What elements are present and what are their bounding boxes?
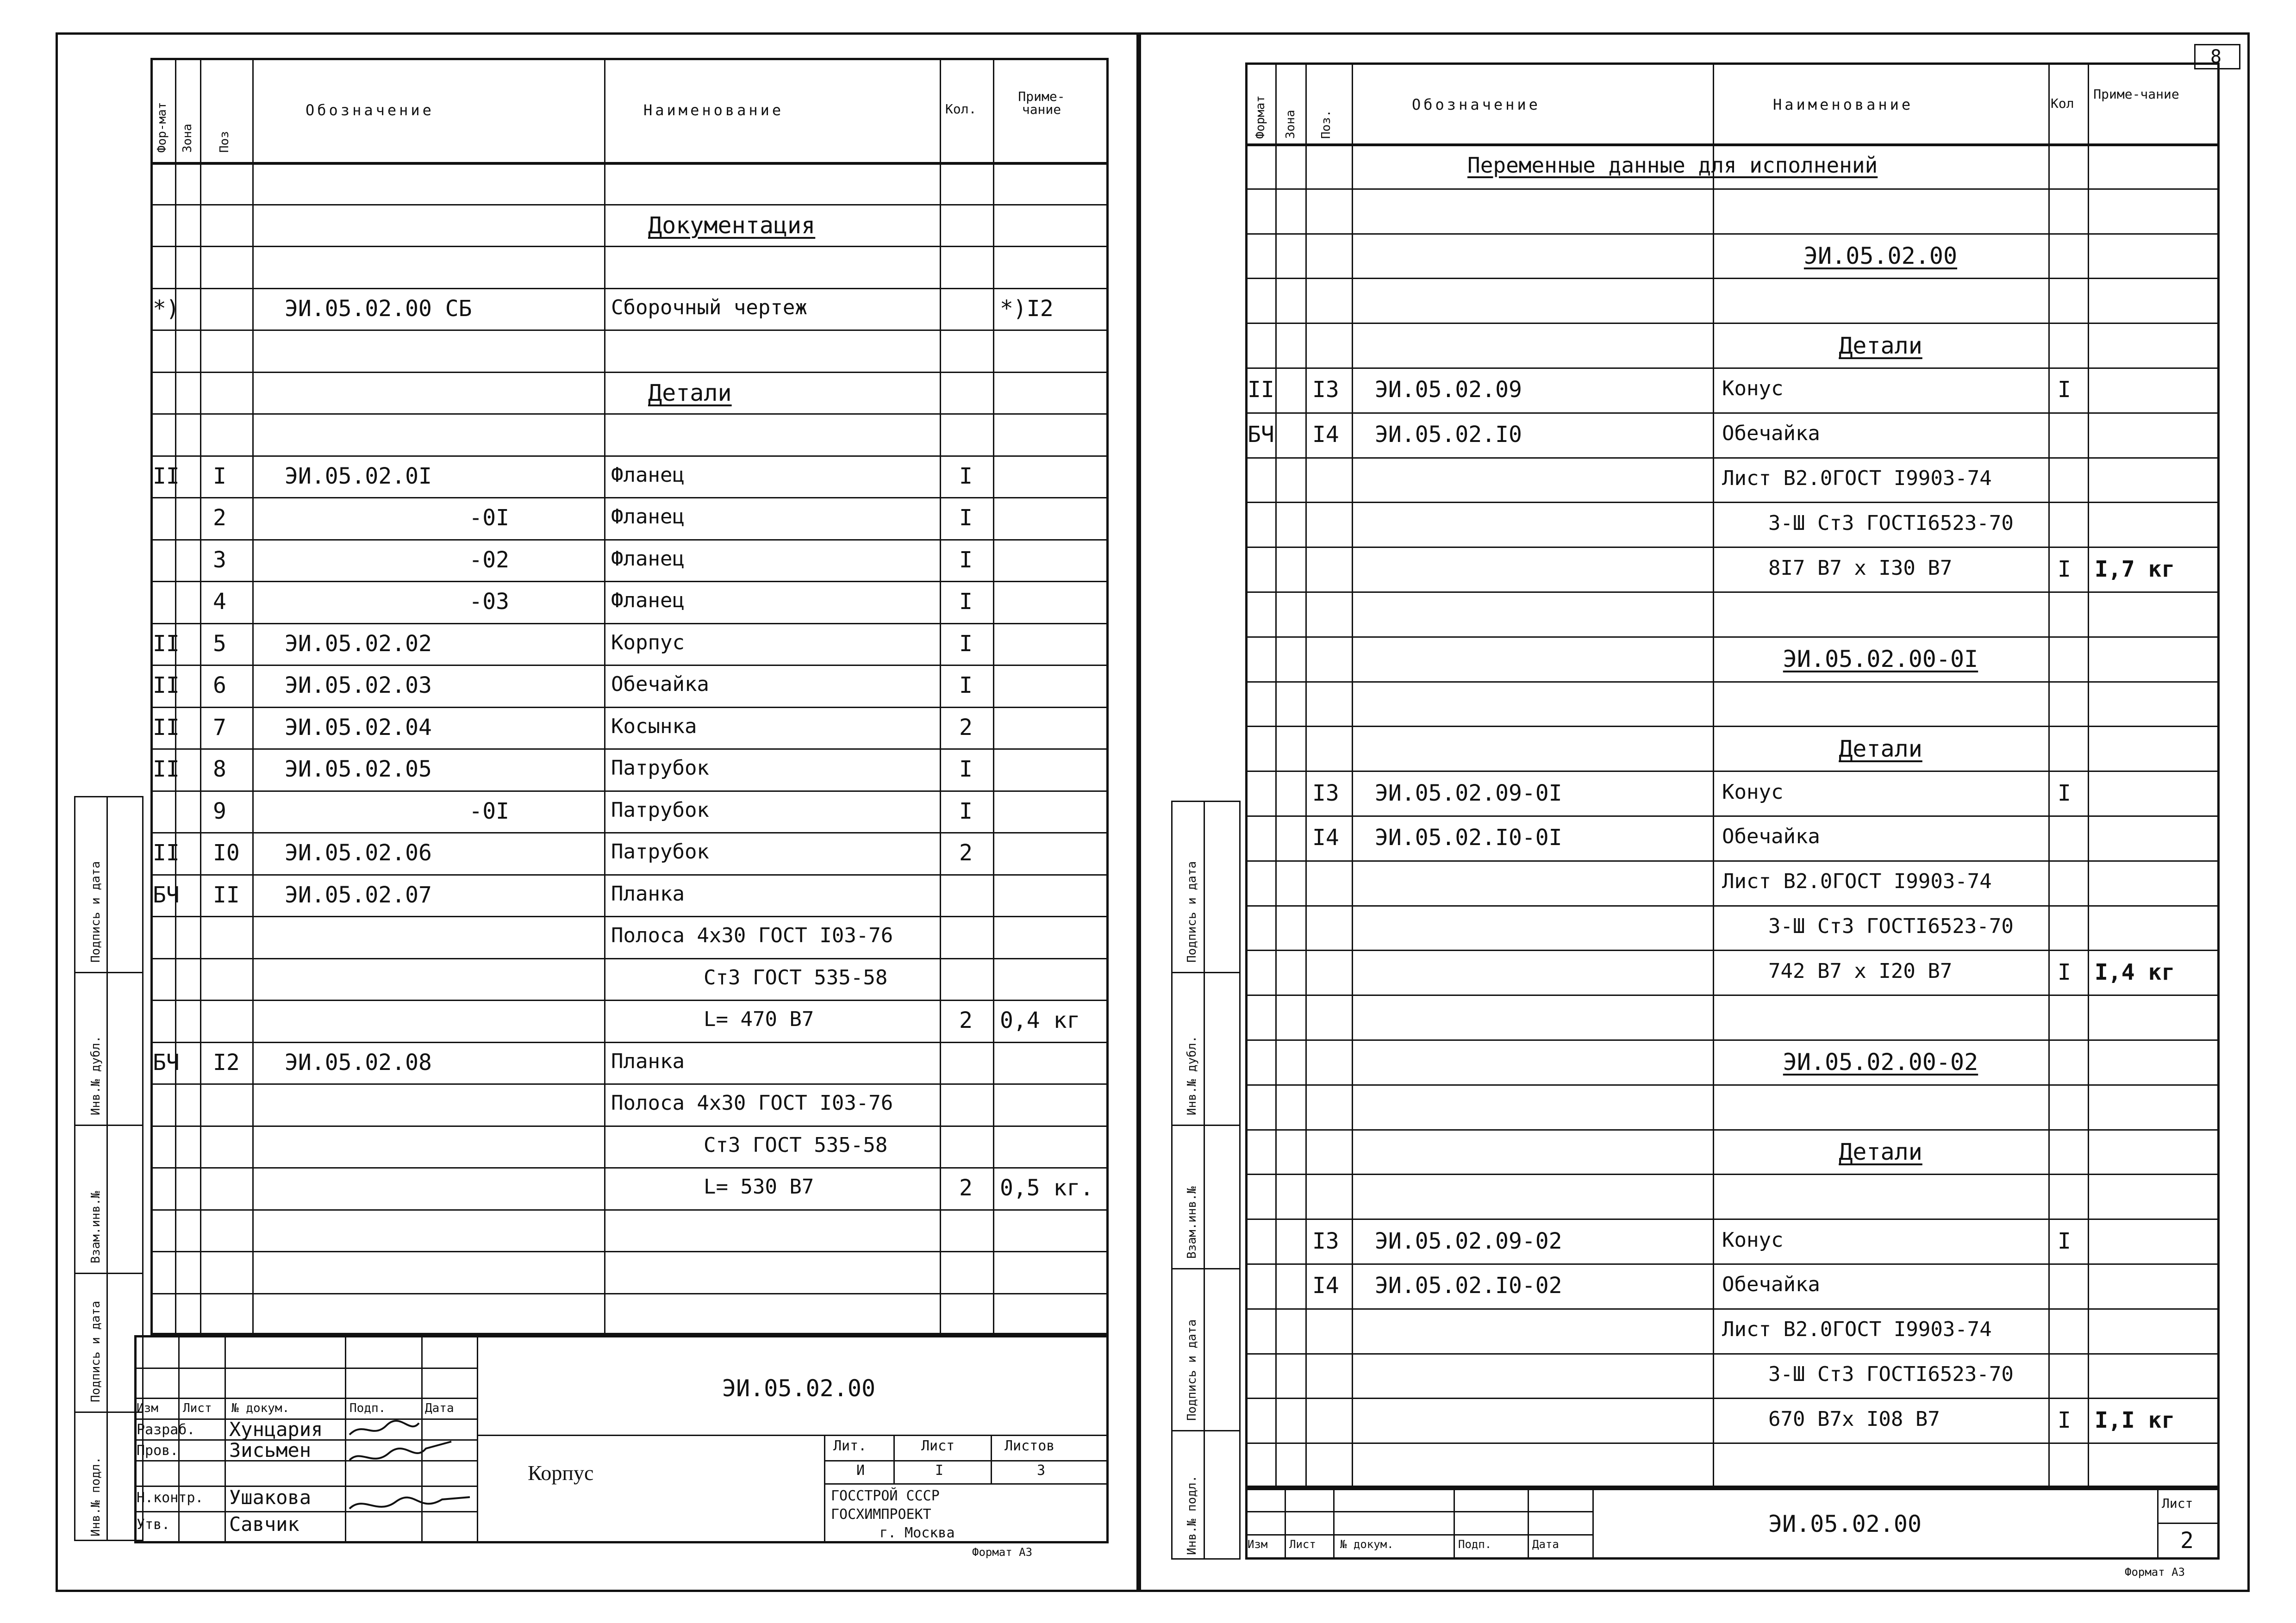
row-rule (150, 874, 1109, 876)
row-name: Планка (611, 1050, 685, 1073)
row-designation: -0I (469, 798, 509, 824)
row-rule (150, 832, 1109, 833)
row-designation: -0I (469, 505, 509, 531)
row-pos: I4 (1312, 1273, 1339, 1299)
row-rule (1245, 1219, 2220, 1220)
row-qty: I (2058, 1228, 2071, 1254)
row-qty: I (959, 672, 973, 698)
row-note: *)I2 (1000, 296, 1054, 322)
row-format: II (153, 631, 180, 657)
row-name: Фланец (611, 505, 685, 529)
r-side-label-replace: Взам.инв.№ (1185, 1186, 1199, 1259)
row-name: L= 530 В7 (704, 1175, 814, 1199)
row-rule (150, 707, 1109, 708)
row-name: Детали (648, 379, 732, 406)
row-designation: ЭИ.05.02.08 (285, 1050, 432, 1076)
row-note: I,7 кг (2095, 556, 2175, 582)
row-rule (1245, 412, 2220, 414)
row-name: Обечайка (1722, 825, 1820, 848)
row-rule (1245, 1263, 2220, 1265)
row-pos: I3 (1312, 1228, 1339, 1254)
row-rule (150, 958, 1109, 959)
tb-doc-name: Корпус (528, 1461, 594, 1485)
row-qty: 2 (959, 840, 973, 866)
row-rule (1245, 1353, 2220, 1355)
row-rule (150, 246, 1109, 247)
right-side-stamp (1171, 801, 1241, 1560)
row-name: 3-Ш Ст3 ГОСТI6523-70 (1768, 1362, 2014, 1386)
row-rule (150, 330, 1109, 331)
row-rule (1245, 1174, 2220, 1175)
row-designation: ЭИ.05.02.06 (285, 840, 432, 866)
r-tb-format: Формат А3 (2125, 1566, 2185, 1579)
row-pos: 2 (213, 505, 226, 531)
row-name: Патрубок (611, 798, 709, 822)
r-header-zone: Зона (1284, 110, 1298, 139)
row-rule (1245, 1084, 2220, 1086)
row-format: БЧ (153, 882, 180, 908)
row-rule (150, 1083, 1109, 1085)
row-rule (150, 1293, 1109, 1294)
row-name: Сборочный чертеж (611, 296, 807, 319)
row-rule (150, 581, 1109, 582)
r-tb-sheet-value: 2 (2180, 1528, 2194, 1554)
row-name: Полоса 4х30 ГОСТ I03-76 (611, 1091, 893, 1115)
r-header-pos: Поз. (1319, 110, 1333, 139)
row-rule (150, 539, 1109, 541)
row-pos: 4 (213, 589, 226, 615)
row-format: II (153, 840, 180, 866)
row-span-title: Переменные данные для исполнений (1467, 153, 1878, 178)
tb-role-nctrl: Н.контр. (137, 1490, 204, 1506)
row-name: Обечайка (611, 672, 709, 696)
row-name: Лист В2.0ГОСТ I9903-74 (1722, 870, 1992, 893)
row-pos: 7 (213, 715, 226, 740)
row-name: Обечайка (1722, 422, 1820, 445)
row-name: 742 В7 х I20 В7 (1768, 959, 1953, 983)
row-rule (150, 1000, 1109, 1001)
tb-sheets-label: Листов (1004, 1438, 1055, 1454)
row-rule (1245, 502, 2220, 503)
tb-person-approve: Савчик (229, 1513, 299, 1536)
side-label-dup: Инв.№ дубл. (89, 1035, 103, 1115)
tb-role-approve: Утв. (137, 1517, 170, 1533)
row-pos: I0 (213, 840, 240, 866)
header-pos: Поз (218, 131, 231, 153)
row-qty: I (2058, 377, 2071, 403)
row-name: Фланец (611, 463, 685, 487)
row-qty: 2 (959, 1175, 973, 1201)
tb-org-2: ГОСХИМПРОЕКТ (831, 1506, 931, 1523)
row-note: 0,5 кг. (1000, 1175, 1094, 1201)
row-rule (1245, 636, 2220, 638)
tb-role-check: Пров. (137, 1443, 179, 1459)
row-designation: ЭИ.05.02.I0 (1375, 422, 1522, 448)
row-rule (1245, 457, 2220, 459)
row-designation: ЭИ.05.02.I0-02 (1375, 1273, 1562, 1299)
row-note: 0,4 кг (1000, 1007, 1080, 1033)
row-rule (150, 748, 1109, 750)
row-rule (150, 916, 1109, 917)
row-note: I,4 кг (2095, 959, 2175, 985)
row-rule (1245, 188, 2220, 190)
row-qty: I (959, 631, 973, 657)
row-name: Патрубок (611, 840, 709, 864)
row-pos: I (213, 463, 226, 489)
row-rule (1245, 591, 2220, 593)
row-designation: ЭИ.05.02.09 (1375, 377, 1522, 403)
tb-col-izm: Изм (137, 1401, 158, 1415)
row-designation: -03 (469, 589, 509, 615)
row-name: Детали (1839, 1138, 1922, 1165)
row-qty: I (2058, 556, 2071, 582)
r-header-name: Наименование (1773, 96, 1914, 113)
tb-org-1: ГОССТРОЙ СССР (831, 1488, 940, 1504)
tb-person-nctrl: Ушакова (229, 1486, 312, 1509)
row-designation: ЭИ.05.02.05 (285, 756, 432, 782)
tb-sheet-label: Лист (921, 1438, 955, 1454)
row-designation: ЭИ.05.02.09-02 (1375, 1228, 1562, 1254)
header-zone: Зона (181, 124, 194, 153)
r-tb-sheet-label: Лист (2162, 1496, 2193, 1511)
side-label-sign-date-2: Подпись и дата (89, 1300, 103, 1402)
row-name: Корпус (611, 631, 685, 654)
header-qty: Кол. (945, 101, 977, 117)
row-designation: -02 (469, 547, 509, 573)
row-name: Документация (648, 212, 816, 239)
row-pos: I4 (1312, 825, 1339, 851)
row-qty: 2 (959, 1007, 973, 1033)
row-note: I,I кг (2095, 1407, 2175, 1433)
row-rule (1245, 681, 2220, 683)
row-qty: I (959, 756, 973, 782)
tb-col-sign: Подп. (349, 1401, 386, 1415)
r-header-format: Формат (1254, 95, 1267, 139)
row-designation: ЭИ.05.02.07 (285, 882, 432, 908)
row-name: 3-Ш Ст3 ГОСТI6523-70 (1768, 511, 2014, 535)
row-name: Детали (1839, 735, 1922, 762)
header-designation: Обозначение (306, 101, 434, 119)
row-name: Фланец (611, 589, 685, 612)
tb-col-list: Лист (183, 1401, 212, 1415)
tb-person-check: Зисьмен (229, 1439, 312, 1461)
row-rule (1245, 995, 2220, 996)
row-name: 670 В7х I08 В7 (1768, 1407, 1940, 1431)
row-rule (150, 288, 1109, 289)
side-label-replace: Взам.инв.№ (89, 1191, 103, 1263)
row-pos: 6 (213, 672, 226, 698)
row-designation: ЭИ.05.02.I0-0I (1375, 825, 1562, 851)
row-name: Лист В2.0ГОСТ I9903-74 (1722, 466, 1992, 490)
row-rule (150, 204, 1109, 205)
row-rule (1245, 547, 2220, 548)
row-format: II (1248, 377, 1274, 403)
tb-lit-value: И (856, 1462, 865, 1479)
row-name: ЭИ.05.02.00 (1803, 243, 1958, 269)
r-side-label-orig: Инв.№ подл. (1185, 1475, 1199, 1555)
row-rule (1245, 1129, 2220, 1131)
row-rule (1245, 950, 2220, 951)
row-rule (1245, 323, 2220, 324)
row-rule (150, 1042, 1109, 1043)
row-rule (150, 372, 1109, 373)
row-rule (150, 790, 1109, 792)
row-qty: I (959, 547, 973, 573)
row-rule (1245, 860, 2220, 862)
row-rule (150, 413, 1109, 415)
row-pos: 8 (213, 756, 226, 782)
row-designation: ЭИ.05.02.0I (285, 463, 432, 489)
row-rule (1245, 367, 2220, 369)
r-tb-col-doc: № докум. (1340, 1538, 1394, 1551)
row-rule (1245, 905, 2220, 907)
row-format: II (153, 672, 180, 698)
row-qty: I (959, 505, 973, 531)
row-name: ЭИ.05.02.00-0I (1783, 646, 1978, 672)
row-qty: I (959, 798, 973, 824)
row-name: Патрубок (611, 756, 709, 780)
row-name: Конус (1722, 1228, 1784, 1252)
tb-col-date: Дата (425, 1401, 454, 1415)
row-name: Конус (1722, 780, 1784, 804)
row-qty: I (2058, 1407, 2071, 1433)
r-header-note: Приме-чание (2093, 87, 2179, 102)
right-page-corner-number: 8 (2210, 46, 2222, 68)
tb-doc-code: ЭИ.05.02.00 (722, 1375, 876, 1402)
row-rule (1245, 1039, 2220, 1041)
row-designation: ЭИ.05.02.04 (285, 715, 432, 740)
tb-sheets-value: 3 (1037, 1462, 1046, 1479)
row-rule (150, 665, 1109, 666)
row-pos: II (213, 882, 240, 908)
tb-col-doc: № докум. (231, 1401, 290, 1415)
row-designation: ЭИ.05.02.03 (285, 672, 432, 698)
row-rule (1245, 771, 2220, 772)
tb-lit-label: Лит. (833, 1438, 867, 1454)
r-tb-col-date: Дата (1532, 1538, 1559, 1551)
row-name: Детали (1839, 332, 1922, 359)
tb-sheet-value: I (935, 1462, 944, 1479)
r-tb-col-sign: Подп. (1458, 1538, 1492, 1551)
row-name: Ст3 ГОСТ 535-58 (704, 966, 888, 989)
r-tb-col-izm: Изм (1248, 1538, 1268, 1551)
r-tb-col-list: Лист (1289, 1538, 1316, 1551)
side-label-sign-date-1: Подпись и дата (89, 861, 103, 963)
row-name: Ст3 ГОСТ 535-58 (704, 1133, 888, 1157)
tb-format: Формат А3 (972, 1546, 1033, 1559)
row-format: *) (153, 296, 180, 322)
row-qty: 2 (959, 715, 973, 740)
row-rule (1245, 1443, 2220, 1444)
row-rule (150, 1126, 1109, 1127)
row-qty: I (2058, 959, 2071, 985)
row-format: II (153, 756, 180, 782)
row-name: Обечайка (1722, 1273, 1820, 1296)
tb-role-dev: Разраб. (137, 1422, 195, 1438)
row-pos: 5 (213, 631, 226, 657)
row-designation: ЭИ.05.02.09-0I (1375, 780, 1562, 806)
row-name: 8I7 В7 х I30 В7 (1768, 556, 1953, 580)
side-label-orig: Инв.№ подл. (89, 1456, 103, 1536)
row-qty: I (2058, 780, 2071, 806)
row-name: L= 470 В7 (704, 1007, 814, 1031)
row-rule (150, 497, 1109, 498)
row-pos: I4 (1312, 422, 1339, 448)
row-qty: I (959, 463, 973, 489)
row-rule (1245, 1308, 2220, 1310)
row-format: БЧ (153, 1050, 180, 1076)
r-side-label-sign-date-1: Подпись и дата (1185, 861, 1199, 963)
row-rule (150, 1251, 1109, 1252)
row-qty: I (959, 589, 973, 615)
row-name: Планка (611, 882, 685, 906)
r-side-label-dup: Инв.№ дубл. (1185, 1035, 1199, 1115)
r-header-designation: Обозначение (1412, 96, 1541, 113)
row-rule (150, 1167, 1109, 1169)
row-name: Фланец (611, 547, 685, 571)
row-pos: I3 (1312, 780, 1339, 806)
row-rule (1245, 233, 2220, 235)
tb-person-dev: Хунцария (229, 1418, 323, 1441)
row-format: БЧ (1248, 422, 1274, 448)
row-format: II (153, 715, 180, 740)
row-pos: 9 (213, 798, 226, 824)
r-side-label-sign-date-2: Подпись и дата (1185, 1319, 1199, 1421)
row-name: ЭИ.05.02.00-02 (1783, 1049, 1978, 1076)
row-rule (150, 455, 1109, 457)
row-pos: I3 (1312, 377, 1339, 403)
header-format: Фор-мат (155, 102, 169, 153)
header-note: Приме-чание (1018, 89, 1065, 117)
row-rule (150, 1209, 1109, 1211)
signature-scribbles (345, 1416, 479, 1541)
row-pos: 3 (213, 547, 226, 573)
row-rule (1245, 726, 2220, 727)
header-name: Наименование (643, 101, 784, 119)
row-rule (1245, 278, 2220, 279)
left-side-stamp (74, 796, 144, 1541)
row-designation: ЭИ.05.02.02 (285, 631, 432, 657)
row-name: Конус (1722, 377, 1784, 400)
row-format: II (153, 463, 180, 489)
r-header-qty: Кол (2051, 96, 2074, 111)
row-rule (150, 623, 1109, 624)
row-name: 3-Ш Ст3 ГОСТI6523-70 (1768, 914, 2014, 938)
row-rule (1245, 815, 2220, 817)
row-rule (1245, 1398, 2220, 1399)
r-tb-doc-code: ЭИ.05.02.00 (1768, 1511, 1922, 1537)
row-name: Полоса 4х30 ГОСТ I03-76 (611, 924, 893, 947)
row-pos: I2 (213, 1050, 240, 1076)
row-designation: ЭИ.05.02.00 СБ (285, 296, 472, 322)
tb-org-3: г. Москва (880, 1525, 955, 1541)
row-name: Лист В2.0ГОСТ I9903-74 (1722, 1318, 1992, 1341)
row-name: Косынка (611, 715, 697, 738)
